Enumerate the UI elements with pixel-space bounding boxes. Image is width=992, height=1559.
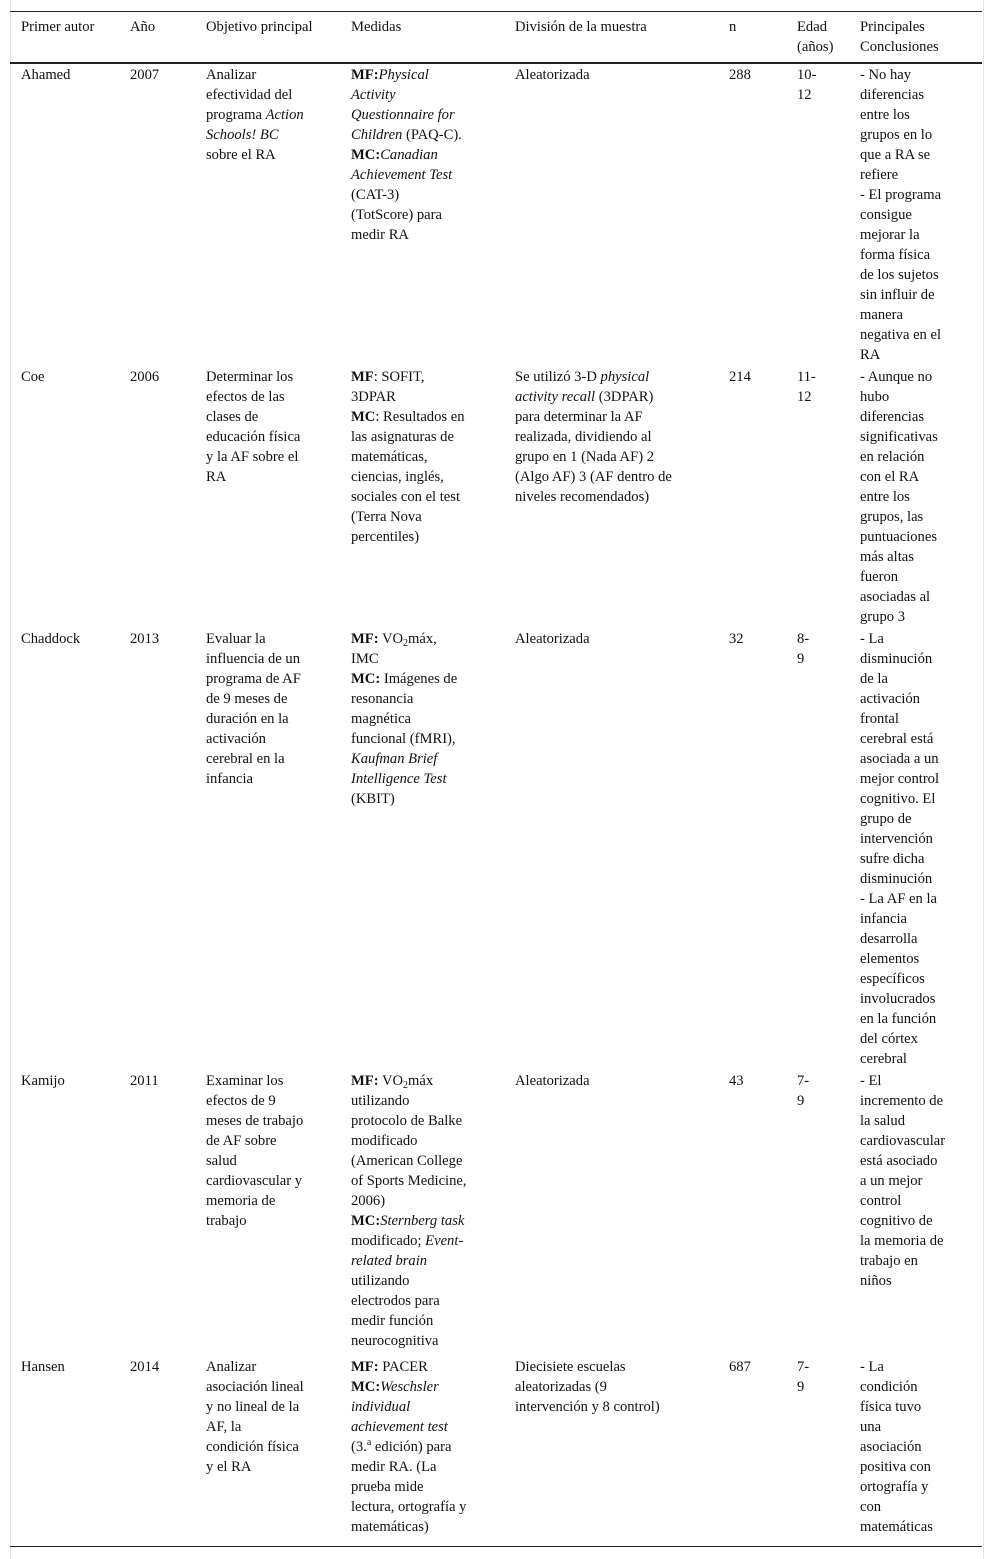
cell-objective: Determinar los efectos de las clases de educación física y la AF sobre el RA	[206, 369, 301, 485]
cell-conclusions: - La disminución de la activación frontal cerebral está asociada a un mejor control cognitivo. El grupo de intervención sufre dicha disminución - La AF en la infancia desarrolla elementos específicos involucrados en la función del córtex cerebral	[860, 631, 940, 1067]
cell-conclusions: - No hay diferencias entre los grupos en lo que a RA se refiere - El programa consigue mejorar la forma física de los sujetos sin influir de manera negativa en el RA	[860, 67, 942, 363]
cell-sample: Aleatorizada	[515, 1073, 590, 1089]
cell-conclusions: - Aunque no hubo diferencias significativas en relación con el RA entre los grupos, las puntuaciones más altas fueron asociadas al grupo 3	[860, 369, 938, 625]
cell-author: Hansen	[21, 1359, 65, 1375]
cell-sample: Aleatorizada	[515, 67, 590, 83]
cell-conclusions: - La condición física tuvo una asociación positiva con ortografía y con matemáticas	[860, 1359, 933, 1535]
header-conclusions: Principales Conclusiones	[860, 19, 939, 55]
cell-author: Kamijo	[21, 1073, 65, 1089]
table-bottom-rule	[10, 1546, 982, 1547]
cell-year: 2007	[130, 67, 160, 83]
cell-measures: MF: $VO_2máx$, IMC MC: Imágenes de resonancia magnética funcional (fMRI), Kaufman Brief Intelligence Test (KBIT)	[351, 631, 458, 807]
cell-year: 2013	[130, 631, 160, 647]
cell-objective: Analizar asociación lineal y no lineal de la AF, la condición física y el RA	[206, 1359, 304, 1475]
cell-year: 2014	[130, 1359, 160, 1375]
cell-objective: Analizar efectividad del programa Action Schools! BC sobre el RA	[206, 67, 304, 163]
header-sample: División de la muestra	[515, 19, 647, 35]
cell-measures: MF: $VO_2máx$ utilizando protocolo de Balke modificado (American College of Sports Medicine, 2006) MC:Sternberg task modificado; Event- related brain utilizando electrodos para medir función neurocognitiva	[351, 1073, 467, 1349]
header-age: Edad (años)	[797, 19, 834, 55]
cell-author: Coe	[21, 369, 45, 385]
cell-conclusions: - El incremento de la salud cardiovascular está asociado a un mejor control cognitivo de la memoria de trabajo en niños	[860, 1073, 946, 1289]
cell-sample: Aleatorizada	[515, 631, 590, 647]
header-measures: Medidas	[351, 19, 402, 35]
header-year: Año	[130, 19, 156, 35]
cell-objective: Evaluar la influencia de un programa de AF de 9 meses de duración en la activación cerebral en la infancia	[206, 631, 301, 787]
header-n: n	[729, 19, 737, 35]
cell-objective: Examinar los efectos de 9 meses de trabajo de AF sobre salud cardiovascular y memoria de trabajo	[206, 1073, 304, 1229]
cell-age: 10- 12	[797, 67, 817, 103]
cell-n: 288	[729, 67, 751, 83]
cell-age: 11- 12	[797, 369, 816, 405]
table-top-rule	[10, 11, 982, 12]
cell-author: Ahamed	[21, 67, 71, 83]
table-frame	[10, 0, 984, 1559]
cell-n: 214	[729, 369, 751, 385]
cell-author: Chaddock	[21, 631, 81, 647]
header-objective: Objetivo principal	[206, 19, 313, 35]
cell-sample: Diecisiete escuelas aleatorizadas (9 intervención y 8 control)	[515, 1359, 660, 1415]
cell-age: 7- 9	[797, 1073, 810, 1109]
cell-measures: MF:Physical Activity Questionnaire for Children (PAQ-C). MC:Canadian Achievement Test (CAT-3) (TotScore) para medir RA	[351, 67, 462, 243]
cell-n: 43	[729, 1073, 744, 1089]
cell-measures: MF: SOFIT, 3DPAR MC: Resultados en las asignaturas de matemáticas, ciencias, inglés, sociales con el test (Terra Nova percentiles)	[351, 369, 465, 545]
cell-age: 7- 9	[797, 1359, 810, 1395]
cell-n: 32	[729, 631, 744, 647]
cell-year: 2006	[130, 369, 160, 385]
table-header-rule	[10, 62, 982, 64]
cell-age: 8- 9	[797, 631, 810, 667]
cell-measures: MF: PACER MC:Weschsler individual achievement test (3.$^a$ edición) para medir RA. (La prueba mide lectura, ortografía y matemáticas)	[351, 1359, 467, 1535]
cell-n: 687	[729, 1359, 751, 1375]
cell-year: 2011	[130, 1073, 159, 1089]
header-author: Primer autor	[21, 19, 95, 35]
cell-sample: Se utilizó 3-D physical activity recall (3DPAR) para determinar la AF realizada, dividiendo al grupo en 1 (Nada AF) 2 (Algo AF) 3 (AF dentro de niveles recomendados)	[515, 369, 672, 505]
